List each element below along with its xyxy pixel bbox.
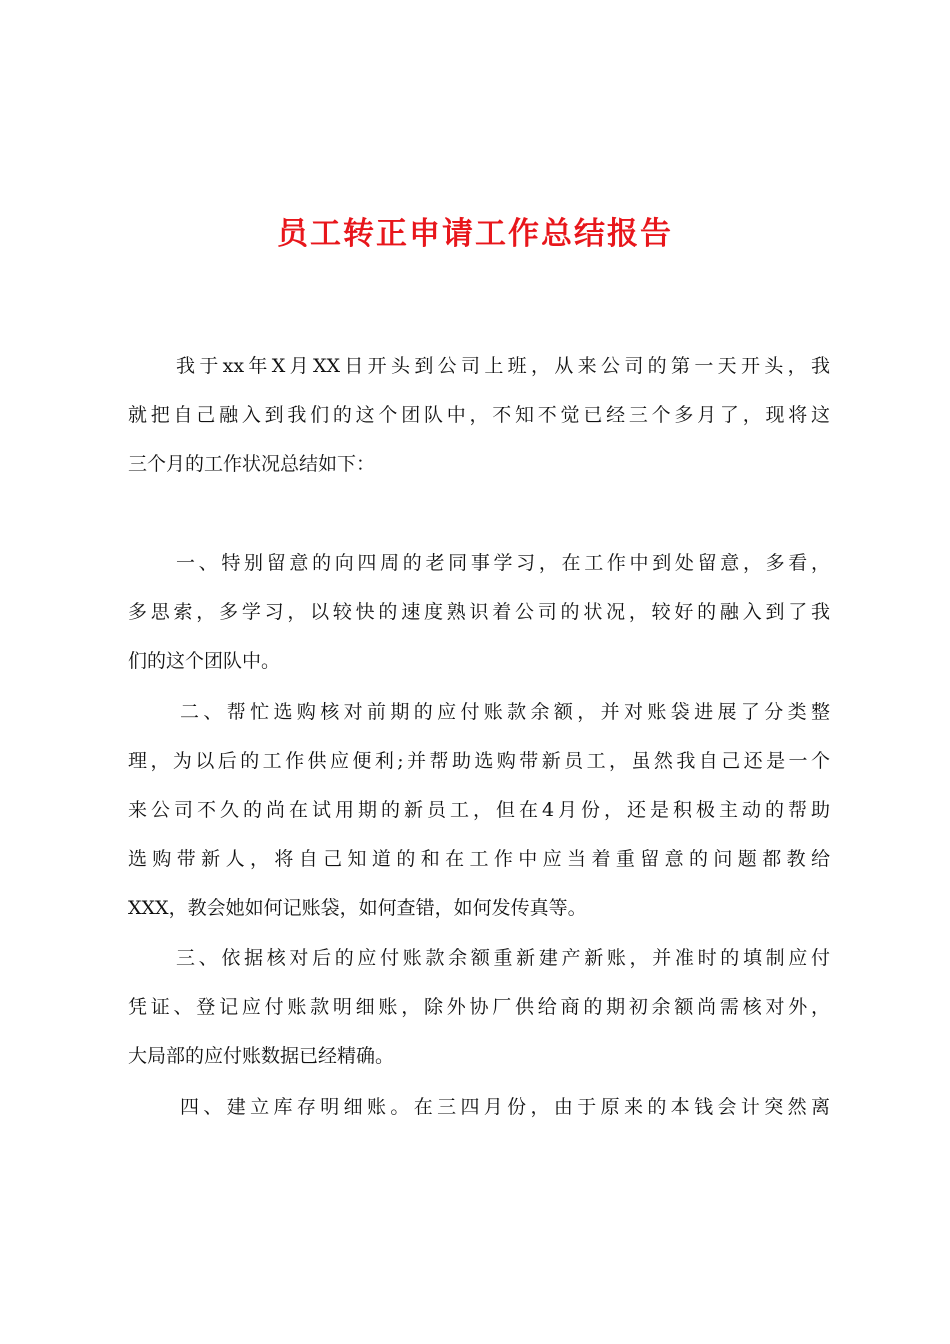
text-line: 一、特别留意的向四周的老同事学习，在工作中到处留意，多看， — [176, 552, 830, 574]
text-line: 多思索，多学习，以较快的速度熟识着公司的状况，较好的融入到了我 — [128, 601, 830, 623]
text-line: 三个月的工作状况总结如下： — [128, 453, 376, 475]
paragraph-item-1 — [128, 539, 830, 686]
text-line: 四、建立库存明细账。在三四月份，由于原来的本钱会计突然离 — [180, 1096, 830, 1118]
paragraph-item-2 — [128, 688, 830, 933]
paragraph-item-4 — [128, 1083, 830, 1132]
text-line: 选购带新人，将自己知道的和在工作中应当着重留意的问题都教给 — [128, 848, 830, 870]
text-line: 我于xx年X月XX日开头到公司上班，从来公司的第一天开头，我 — [176, 355, 830, 377]
text-line: 就把自己融入到我们的这个团队中，不知不觉已经三个多月了，现将这 — [128, 404, 830, 426]
text-line: 三、依据核对后的应付账款余额重新建产新账，并准时的填制应付 — [176, 947, 830, 969]
document-title: 员工转正申请工作总结报告 — [277, 216, 673, 252]
text-line: 来公司不久的尚在试用期的新员工，但在4月份，还是积极主动的帮助 — [128, 799, 830, 821]
paragraph-item-3 — [128, 934, 830, 1081]
text-line: XXX，教会她如何记账袋，如何查错，如何发传真等。 — [128, 897, 587, 919]
text-line: 大局部的应付账数据已经精确。 — [128, 1045, 395, 1067]
text-line: 凭证、登记应付账款明细账，除外协厂供给商的期初余额尚需核对外， — [128, 996, 830, 1018]
text-line: 理，为以后的工作供应便利;并帮助选购带新员工，虽然我自己还是一个 — [128, 750, 830, 772]
text-line: 二、帮忙选购核对前期的应付账款余额，并对账袋进展了分类整 — [180, 701, 830, 723]
text-line: 们的这个团队中。 — [128, 650, 281, 672]
paragraph-intro — [128, 342, 830, 489]
